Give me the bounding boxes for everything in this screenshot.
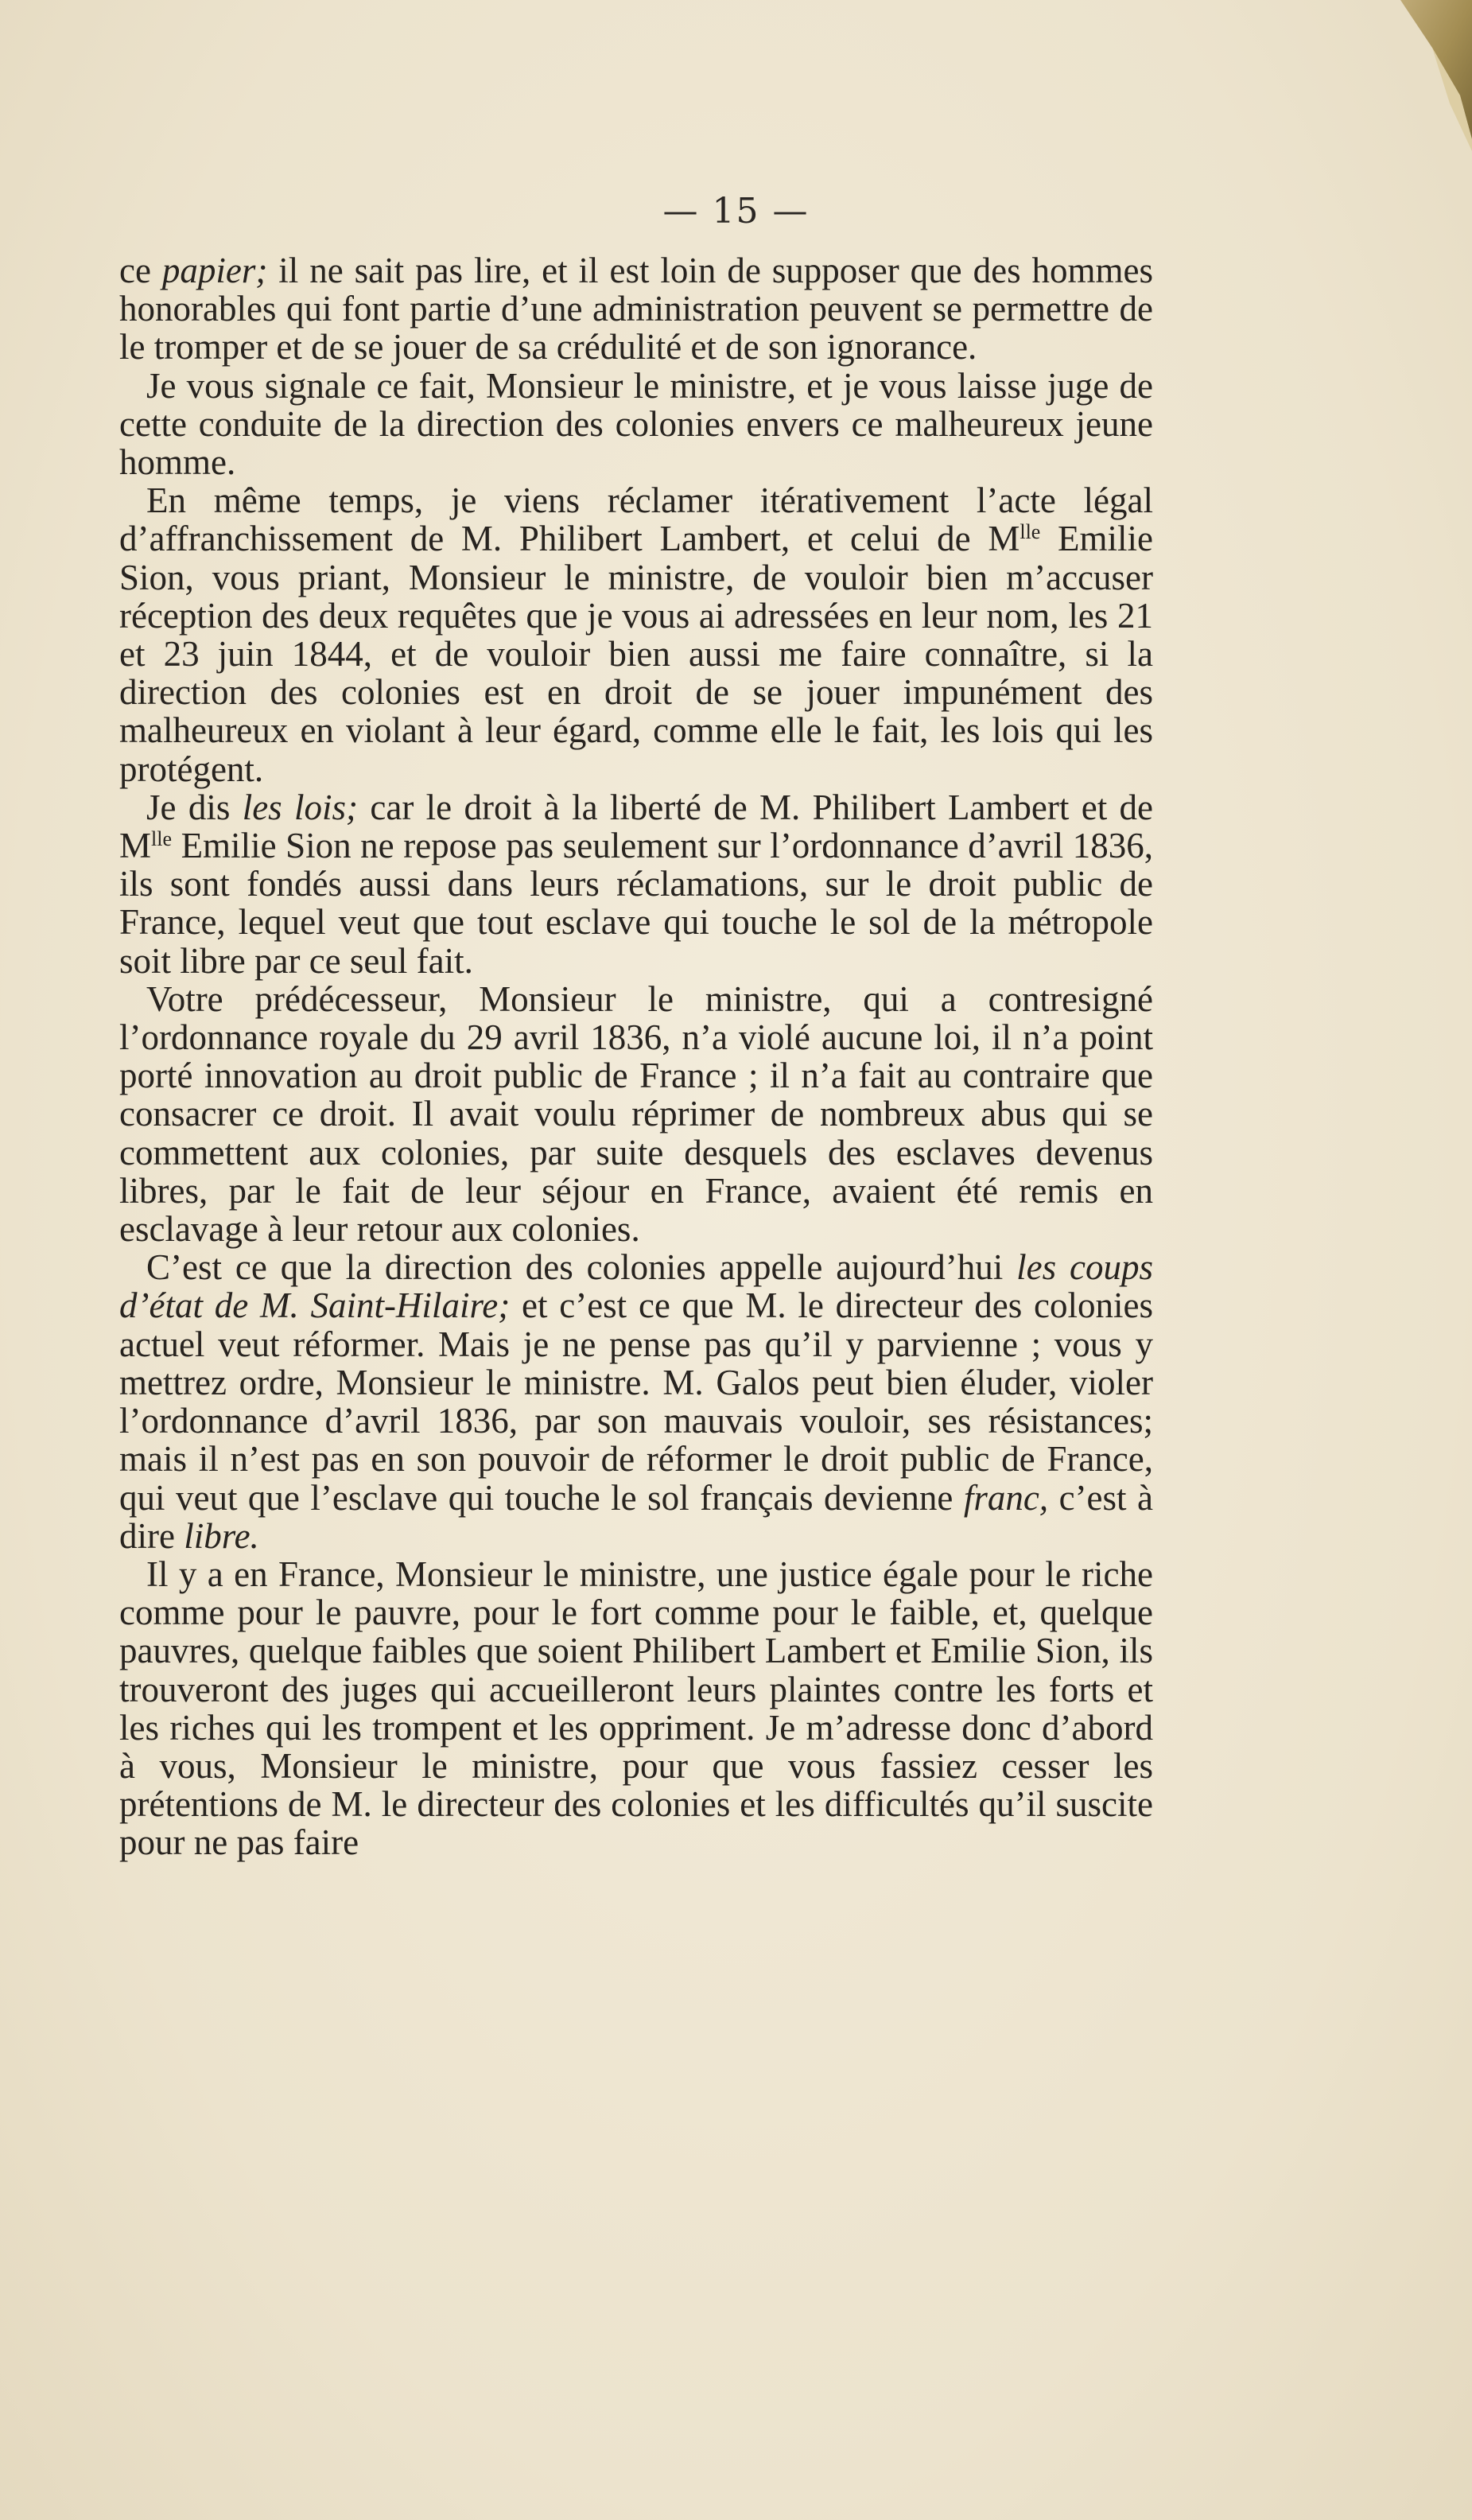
text-run: c’est à dire xyxy=(119,1477,1153,1556)
paragraph-5 xyxy=(119,980,1153,1248)
paragraph-1 xyxy=(119,251,1153,367)
text-run: car le droit à la liberté de M. Philibert Lambert et de M xyxy=(119,787,1154,866)
italic-text: franc, xyxy=(963,1477,1049,1518)
text-run: Il y a en France, Monsieur le ministre, une justice égale pour le riche comme pour le pauvre, pour le fort comme pour le faible, et, quelque pauvres, quelque faibles que soient Philibert Lambert et Emilie Sion, ils trouveront des juges qui accueilleront leurs plaintes contre les forts et les riches qui les trompent et les oppriment. Je m’adresse donc d’abord à vous, Monsieur le ministre, pour que vous fassiez cesser les prétentions de M. le directeur des colonies et les difficultés qu’il suscite pour ne pas faire xyxy=(119,1554,1153,1863)
paragraph-4 xyxy=(119,788,1153,980)
paragraph-3 xyxy=(119,481,1153,788)
text-run: Votre prédécesseur, Monsieur le ministre, qui a contresigné l’ordonnance royale du 29 avril 1836, n’a violé aucune loi, il n’a point porté innovation au droit public de France ; il n’a fait au contraire que consacrer ce droit. Il avait voulu réprimer de nombreux abus qui se commettent aux colonies, par suite desquels des esclaves devenus libres, par le fait de leur séjour en France, avaient été remis en esclavage à leur retour aux colonies. xyxy=(119,978,1153,1250)
italic-text: les lois; xyxy=(242,787,359,827)
folded-corner xyxy=(1385,0,1472,151)
text-run: Emilie Sion ne repose pas seulement sur l’ordonnance d’avril 1836, ils sont fondés aussi dans leurs réclamations, sur le droit public de France, lequel veut que tout esclave qui touche le sol de la métropole soit libre par ce seul fait. xyxy=(119,826,1153,981)
text-run: Je vous signale ce fait, Monsieur le ministre, et je vous laisse juge de cette conduite de la direction des colonies envers ce malheureux jeune homme. xyxy=(119,365,1153,483)
superscript-text: lle xyxy=(151,827,173,851)
paragraph-6 xyxy=(119,1248,1153,1555)
italic-text: libre. xyxy=(184,1515,259,1556)
text-run: C’est ce que la direction des colonies appelle aujourd’hui xyxy=(146,1247,1017,1288)
body-text xyxy=(119,251,1153,1862)
superscript-text: lle xyxy=(1020,520,1041,544)
paragraph-2 xyxy=(119,367,1153,482)
text-run: il ne sait pas lire, et il est loin de supposer que des hommes honorables qui font partie d’une administration peuvent se permettre de le tromper et de se jouer de sa crédulité et de son ignorance. xyxy=(119,251,1154,368)
page-number: — 15 — xyxy=(662,191,810,231)
italic-text: papier; xyxy=(161,251,268,290)
text-run: Je dis xyxy=(146,787,243,827)
text-run: et c’est ce que M. le directeur des colonies actuel veut réformer. Mais je ne pense pas qu’il y parvienne ; vous y mettrez ordre, Monsieur le ministre. M. Galos peut bien éluder, violer l’ordonnance d’avril 1836, par son mauvais vouloir, ses résistances; mais il n’est pas en son pouvoir de réformer le droit public de France, qui veut que l’esclave qui touche le sol français devienne xyxy=(119,1285,1153,1518)
text-run: En même temps, je viens réclamer itérativement l’acte légal d’affranchissement de M. Philibert Lambert, et celui de M xyxy=(119,480,1153,559)
italic-text: les coups d’état de M. Saint-Hilaire; xyxy=(119,1247,1153,1326)
text-run: Emilie Sion, vous priant, Monsieur le ministre, de vouloir bien m’accuser réception des deux requêtes que je vous ai adressées en leur nom, les 21 et 23 juin 1844, et de vouloir bien aussi me faire connaître, si la direction des colonies est en droit de se jouer impunément des malheureux en violant à leur égard, comme elle le fait, les lois qui les protégent. xyxy=(119,519,1154,789)
paragraph-7 xyxy=(119,1555,1153,1862)
text-run: ce xyxy=(119,251,162,290)
